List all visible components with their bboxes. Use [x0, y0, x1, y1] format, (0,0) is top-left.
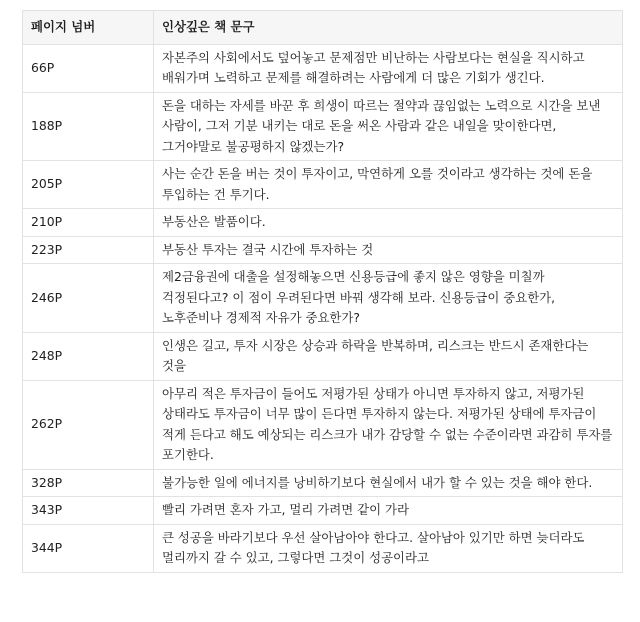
table-row	[23, 332, 623, 380]
table-header-row	[23, 11, 623, 45]
table-row	[23, 161, 623, 209]
quote-cell: 제2금융권에 대출을 설정해놓으면 신용등급에 좋지 않은 영향을 미칠까 걱정된다고? 이 점이 우려된다면 바꿔 생각해 보라. 신용등급이 중요한가, 노후준비나 경제적 자유가 중요한가?	[154, 264, 623, 333]
quotes-table	[22, 10, 623, 573]
header-quote: 인상깊은 책 문구	[154, 11, 623, 45]
page-number-cell: 188P	[23, 92, 154, 161]
table-row	[23, 209, 623, 237]
page-number-cell: 210P	[23, 209, 154, 237]
table-row	[23, 497, 623, 525]
quote-cell: 아무리 적은 투자금이 들어도 저평가된 상태가 아니면 투자하지 않고, 저평가된 상태라도 투자금이 너무 많이 든다면 투자하지 않는다. 저평가된 상태에 투자금이 적게 든다고 해도 예상되는 리스크가 내가 감당할 수 없는 수준이라면 과감히 투자를 포기한다.	[154, 380, 623, 469]
quote-cell: 부동산은 발품이다.	[154, 209, 623, 237]
page-number-cell: 262P	[23, 380, 154, 469]
table-row	[23, 44, 623, 92]
quote-cell: 빨리 가려면 혼자 가고, 멀리 가려면 같이 가라	[154, 497, 623, 525]
page-number-cell: 246P	[23, 264, 154, 333]
quote-cell: 사는 순간 돈을 버는 것이 투자이고, 막연하게 오를 것이라고 생각하는 것에 돈을 투입하는 건 투기다.	[154, 161, 623, 209]
quote-cell: 돈을 대하는 자세를 바꾼 후 희생이 따르는 절약과 끊임없는 노력으로 시간을 보낸 사람이, 그저 기분 내키는 대로 돈을 써온 사람과 같은 내일을 맞이한다면, 그거야말로 불공평하지 않겠는가?	[154, 92, 623, 161]
page-number-cell: 223P	[23, 236, 154, 264]
table-row	[23, 92, 623, 161]
quote-cell: 부동산 투자는 결국 시간에 투자하는 것	[154, 236, 623, 264]
page-number-cell: 66P	[23, 44, 154, 92]
table-row	[23, 524, 623, 572]
page-number-cell: 344P	[23, 524, 154, 572]
table-row	[23, 264, 623, 333]
page-number-cell: 205P	[23, 161, 154, 209]
table-row	[23, 469, 623, 497]
header-page-number: 페이지 넘버	[23, 11, 154, 45]
table-row	[23, 380, 623, 469]
quote-cell: 자본주의 사회에서도 덮어놓고 문제점만 비난하는 사람보다는 현실을 직시하고 배워가며 노력하고 문제를 해결하려는 사람에게 더 많은 기회가 생긴다.	[154, 44, 623, 92]
page-number-cell: 343P	[23, 497, 154, 525]
quote-cell: 인생은 길고, 투자 시장은 상승과 하락을 반복하며, 리스크는 반드시 존재한다는 것을	[154, 332, 623, 380]
page-number-cell: 248P	[23, 332, 154, 380]
quote-cell: 큰 성공을 바라기보다 우선 살아남아야 한다고. 살아남아 있기만 하면 늦더라도 멀리까지 갈 수 있고, 그렇다면 그것이 성공이라고	[154, 524, 623, 572]
quote-cell: 불가능한 일에 에너지를 낭비하기보다 현실에서 내가 할 수 있는 것을 해야 한다.	[154, 469, 623, 497]
quotes-table-container	[22, 10, 622, 573]
table-row	[23, 236, 623, 264]
page-number-cell: 328P	[23, 469, 154, 497]
